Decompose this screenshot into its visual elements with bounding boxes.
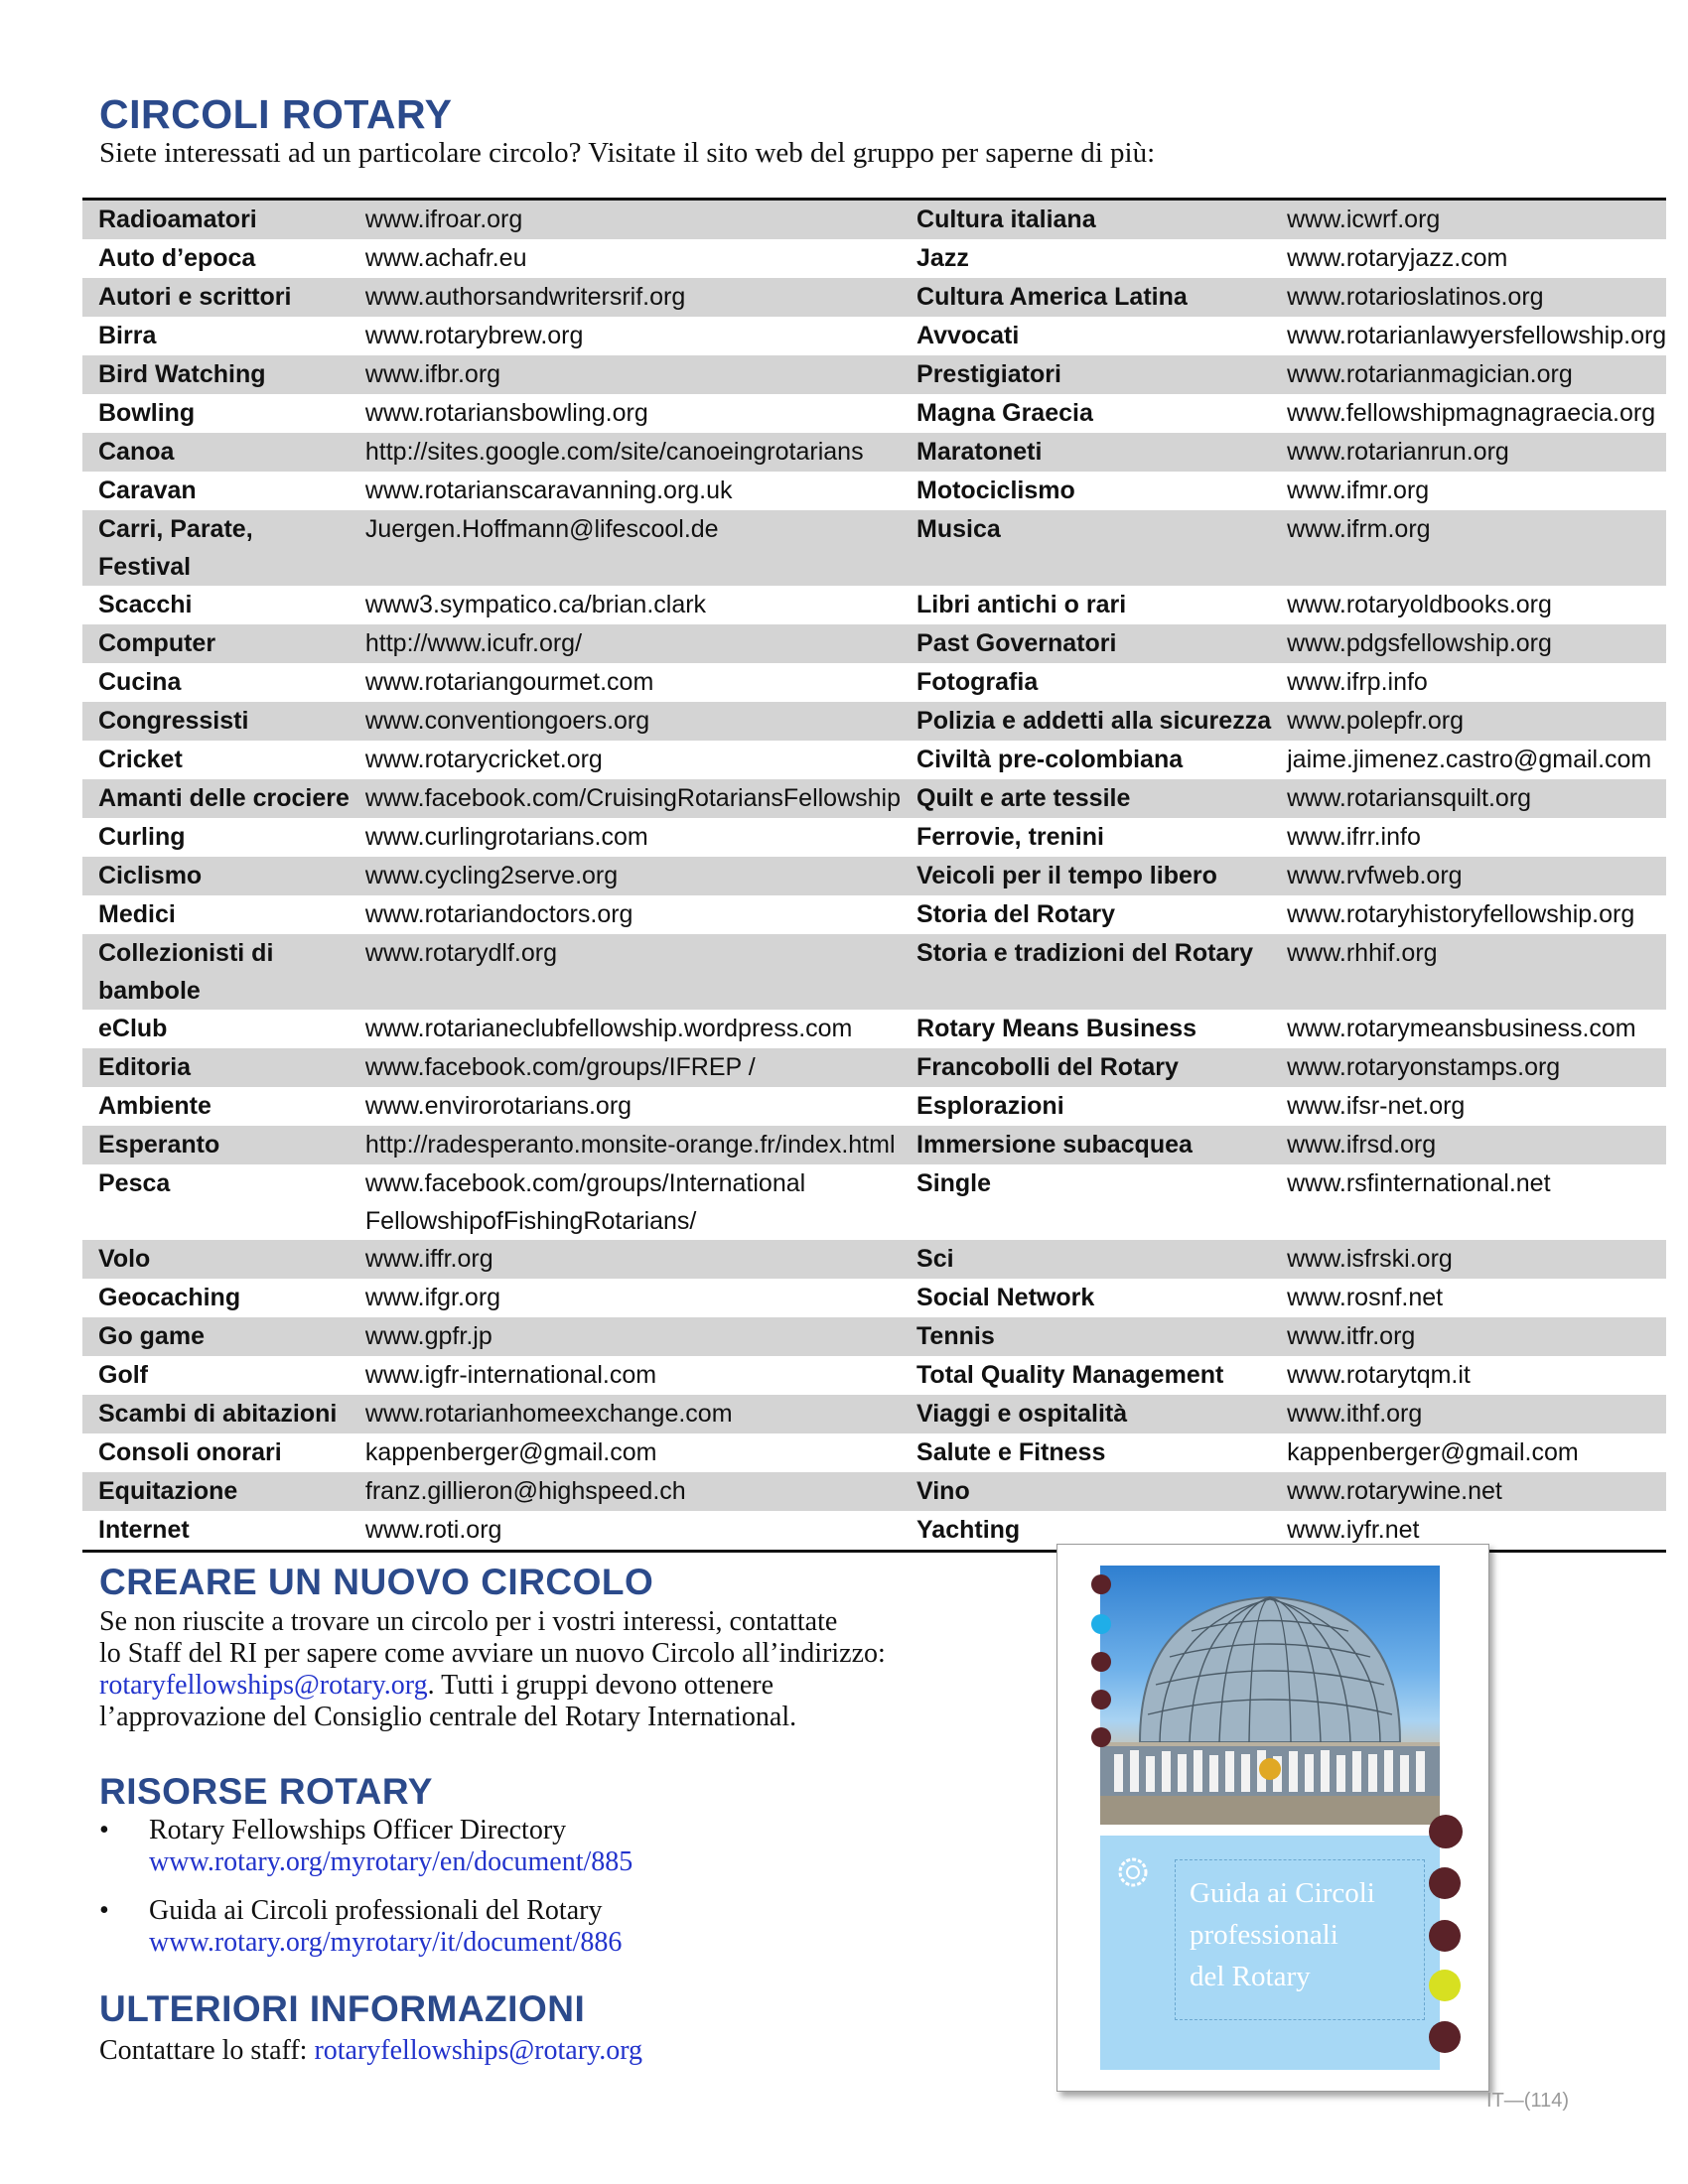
create-line-1: Se non riuscite a trovare un circolo per i vostri interessi, contattate	[99, 1606, 838, 1637]
resource-link[interactable]: www.rotary.org/myrotary/en/document/885	[149, 1846, 633, 1877]
create-paragraph	[99, 1606, 886, 1733]
fellowship-contact[interactable]: www.polepfr.org	[1271, 702, 1666, 741]
fellowship-name: Rotary Means Business	[916, 1015, 1197, 1042]
fellowship-name: Pesca	[98, 1169, 171, 1197]
fellowship-contact[interactable]: www.icwrf.org	[1271, 200, 1666, 240]
fellowship-name: Carri, Parate, Festival	[82, 510, 350, 586]
fellowship-name: Go game	[82, 1317, 350, 1356]
fellowship-contact[interactable]: www.ifbr.org	[350, 355, 901, 394]
fellowship-name: Esperanto	[82, 1126, 350, 1164]
fellowship-name: Consoli onorari	[98, 1438, 282, 1466]
fellowship-contact[interactable]: www.ifsr-net.org	[1287, 1092, 1466, 1120]
table-row	[82, 510, 1666, 586]
fellowship-name: Auto d’epoca	[98, 244, 256, 272]
fellowship-contact[interactable]: www.rotarycricket.org	[364, 746, 603, 773]
fellowship-contact[interactable]: www.gpfr.jp	[350, 1317, 901, 1356]
create-email-link[interactable]: rotaryfellowships@rotary.org	[99, 1670, 428, 1701]
resource-item	[99, 1815, 794, 1878]
decor-dot	[1091, 1574, 1111, 1594]
fellowship-name: Magna Graecia	[916, 399, 1093, 427]
fellowship-name: Caravan	[98, 477, 197, 504]
fellowship-contact[interactable]: www.achafr.eu	[364, 244, 527, 272]
table-row	[82, 1164, 1666, 1240]
fellowship-name: Cucina	[98, 668, 182, 696]
fellowship-name: Volo	[82, 1240, 350, 1279]
decor-dot	[1091, 1614, 1111, 1634]
table-row	[82, 1356, 1666, 1395]
fellowship-name: Libri antichi o rari	[916, 591, 1127, 618]
fellowship-contact[interactable]: www.authorsandwritersrif.org	[350, 278, 901, 317]
fellowship-name: Quilt e arte tessile	[901, 779, 1271, 818]
create-heading: CREARE UN NUOVO CIRCOLO	[99, 1562, 654, 1602]
fellowship-name: Cultura italiana	[901, 200, 1271, 240]
fellowship-contact[interactable]: www.ifroar.org	[350, 200, 901, 240]
fellowship-name: Salute e Fitness	[916, 1438, 1106, 1466]
fellowship-name: Storia e tradizioni del Rotary	[901, 934, 1271, 1010]
resource-item	[99, 1895, 794, 1959]
fellowship-contact[interactable]: www.igfr-international.com	[364, 1361, 657, 1389]
create-line-2: lo Staff del RI per sapere come avviare un nuovo Circolo all’indirizzo:	[99, 1638, 886, 1669]
table-row	[82, 624, 1666, 663]
fellowship-name: Total Quality Management	[916, 1361, 1224, 1389]
table-row	[82, 317, 1666, 355]
fellowship-contact[interactable]: www.rotarianmagician.org	[1271, 355, 1666, 394]
fellowship-name: Sci	[901, 1240, 1271, 1279]
cover-title-line: professionali	[1190, 1919, 1338, 1951]
fellowship-name: Birra	[98, 322, 157, 349]
fellowship-name: Autori e scrittori	[82, 278, 350, 317]
table-row	[82, 472, 1666, 510]
fellowship-contact[interactable]: Juergen.Hoffmann@lifescool.de	[350, 510, 901, 586]
fellowship-contact[interactable]: www.ifrr.info	[1287, 823, 1421, 851]
decor-dot	[1429, 2021, 1461, 2053]
fellowship-name: Curling	[98, 823, 186, 851]
fellowship-name: Esplorazioni	[916, 1092, 1064, 1120]
fellowship-contact[interactable]: www.rotarioslatinos.org	[1271, 278, 1666, 317]
fellowship-contact[interactable]: www.iyfr.net	[1287, 1516, 1420, 1544]
fellowship-contact[interactable]: www.rotarywine.net	[1271, 1472, 1666, 1511]
fellowship-contact[interactable]: www.facebook.com/CruisingRotariansFellowship	[350, 779, 901, 818]
table-row	[82, 1472, 1666, 1511]
fellowship-contact[interactable]: www.rotaryjazz.com	[1287, 244, 1508, 272]
fellowship-name: Equitazione	[82, 1472, 350, 1511]
fellowship-name: Jazz	[916, 244, 969, 272]
fellowship-name: Social Network	[916, 1284, 1095, 1311]
table-row	[82, 1240, 1666, 1279]
create-line-3: . Tutti i gruppi devono ottenere	[427, 1670, 774, 1701]
fellowship-contact[interactable]: www.rotaryhistoryfellowship.org	[1287, 900, 1635, 928]
fellowship-name: Single	[916, 1169, 992, 1197]
fellowship-contact[interactable]: www.rotarianhomeexchange.com	[350, 1395, 901, 1433]
fellowship-contact[interactable]: http://sites.google.com/site/canoeingrotarians	[350, 433, 901, 472]
table-row	[82, 934, 1666, 1010]
fellowship-contact[interactable]: www.rotarianlawyersfellowship.org	[1287, 322, 1667, 349]
fellowship-contact[interactable]: www.rotarydlf.org	[350, 934, 901, 1010]
fellowship-name: Scacchi	[98, 591, 193, 618]
fellowships-table	[82, 198, 1666, 1553]
fellowship-contact[interactable]: www.rotarybrew.org	[364, 322, 584, 349]
fellowship-name: Civiltà pre-colombiana	[916, 746, 1184, 773]
fellowship-contact[interactable]: www.rotariansbowling.org	[364, 399, 648, 427]
table-row	[82, 200, 1666, 240]
fellowship-name: Motociclismo	[916, 477, 1075, 504]
fellowship-contact[interactable]: www.rotarianrun.org	[1271, 433, 1666, 472]
fellowship-contact[interactable]: www.cycling2serve.org	[350, 857, 901, 895]
resources-heading: RISORSE ROTARY	[99, 1771, 433, 1812]
fellowship-contact[interactable]: www.pdgsfellowship.org	[1271, 624, 1666, 663]
table-row	[82, 1317, 1666, 1356]
fellowship-name: Vino	[901, 1472, 1271, 1511]
fellowship-name: Francobolli del Rotary	[901, 1048, 1271, 1087]
fellowship-contact[interactable]: www.rotarianscaravanning.org.uk	[364, 477, 733, 504]
info-paragraph	[99, 2035, 642, 2067]
table-row	[82, 433, 1666, 472]
decor-dot	[1429, 1815, 1463, 1848]
fellowship-contact[interactable]: www.envirorotarians.org	[364, 1092, 633, 1120]
table-row	[82, 278, 1666, 317]
fellowship-contact[interactable]: www.ifrm.org	[1271, 510, 1666, 586]
fellowship-name: Congressisti	[82, 702, 350, 741]
fellowship-contact[interactable]: www.rotarytqm.it	[1287, 1361, 1471, 1389]
fellowship-name: Collezionisti di bambole	[82, 934, 350, 1010]
fellowship-name: Ambiente	[98, 1092, 211, 1120]
fellowship-name: Bowling	[98, 399, 196, 427]
fellowship-name: Viaggi e ospitalità	[901, 1395, 1271, 1433]
fellowship-name: Internet	[98, 1516, 190, 1544]
bullet: •	[99, 1815, 109, 1845]
intro-text: Siete interessati ad un particolare circolo? Visitate il sito web del gruppo per saperne di più:	[99, 137, 1156, 169]
fellowship-contact[interactable]: www.rotarianeclubfellowship.wordpress.com	[364, 1015, 853, 1042]
fellowship-name: Storia del Rotary	[916, 900, 1116, 928]
fellowship-contact[interactable]: www.ifgr.org	[364, 1284, 501, 1311]
fellowship-contact[interactable]: www.curlingrotarians.com	[364, 823, 648, 851]
table-row	[82, 895, 1666, 934]
fellowship-contact[interactable]: jaime.jimenez.castro@gmail.com	[1287, 746, 1652, 773]
fellowship-contact[interactable]: www.roti.org	[364, 1516, 502, 1544]
fellowship-name: Past Governatori	[901, 624, 1271, 663]
decor-dot	[1091, 1652, 1111, 1672]
table-row	[82, 1087, 1666, 1126]
fellowship-contact[interactable]: www.ifrp.info	[1287, 668, 1428, 696]
fellowship-contact[interactable]: www.ifmr.org	[1287, 477, 1430, 504]
fellowship-name: Editoria	[82, 1048, 350, 1087]
table-row	[82, 1010, 1666, 1048]
fellowship-contact[interactable]: www.rotariandoctors.org	[364, 900, 633, 928]
dome-illustration	[1100, 1566, 1440, 1825]
fellowship-name: eClub	[98, 1015, 168, 1042]
decor-dot	[1429, 1920, 1461, 1952]
fellowship-name: Fotografia	[916, 668, 1039, 696]
table-row	[82, 1126, 1666, 1164]
fellowship-name: Avvocati	[916, 322, 1020, 349]
fellowship-contact[interactable]: www.rotaryoldbooks.org	[1287, 591, 1552, 618]
fellowship-contact[interactable]: www.rotariansquilt.org	[1271, 779, 1666, 818]
fellowship-contact[interactable]: www.isfrski.org	[1271, 1240, 1666, 1279]
fellowship-contact[interactable]: www.conventiongoers.org	[350, 702, 901, 741]
info-email-link[interactable]: rotaryfellowships@rotary.org	[314, 2035, 643, 2066]
table-row	[82, 239, 1666, 278]
fellowship-contact[interactable]: franz.gillieron@highspeed.ch	[350, 1472, 901, 1511]
fellowship-contact[interactable]: www.rotariangourmet.com	[364, 668, 654, 696]
resource-link[interactable]: www.rotary.org/myrotary/it/document/886	[149, 1927, 623, 1958]
fellowship-name: Prestigiatori	[901, 355, 1271, 394]
fellowship-contact[interactable]: http://www.icufr.org/	[350, 624, 901, 663]
rotary-wheel-icon	[1116, 1855, 1150, 1889]
info-label: Contattare lo staff:	[99, 2035, 315, 2066]
fellowship-contact[interactable]: www.itfr.org	[1271, 1317, 1666, 1356]
fellowship-name: Yachting	[916, 1516, 1021, 1544]
fellowship-contact[interactable]: www.ifrsd.org	[1271, 1126, 1666, 1164]
page-number: IT—(114)	[1486, 2090, 1569, 2112]
fellowship-name: Maratoneti	[901, 433, 1271, 472]
fellowship-name: Computer	[82, 624, 350, 663]
fellowship-name: Canoa	[82, 433, 350, 472]
fellowship-name: Tennis	[901, 1317, 1271, 1356]
create-line-4: l’approvazione del Consiglio centrale del Rotary International.	[99, 1702, 797, 1732]
fellowship-contact[interactable]: www.rsfinternational.net	[1287, 1169, 1551, 1197]
fellowship-name: Bird Watching	[82, 355, 350, 394]
fellowship-contact[interactable]: www.facebook.com/groups/International FellowshipofFishingRotarians/	[364, 1169, 806, 1235]
bullet: •	[99, 1895, 109, 1926]
fellowship-name: Medici	[98, 900, 176, 928]
resource-title: Rotary Fellowships Officer Directory	[149, 1815, 567, 1845]
table-row	[82, 741, 1666, 779]
cover-title-line: del Rotary	[1190, 1961, 1311, 1992]
fellowship-name: Ferrovie, trenini	[916, 823, 1104, 851]
table-row	[82, 1279, 1666, 1317]
fellowship-contact[interactable]: www.ithf.org	[1271, 1395, 1666, 1433]
info-heading: ULTERIORI INFORMAZIONI	[99, 1988, 586, 2029]
fellowship-contact[interactable]: www.rotaryonstamps.org	[1271, 1048, 1666, 1087]
decor-dot	[1091, 1690, 1111, 1709]
fellowship-contact[interactable]: www.rhhif.org	[1271, 934, 1666, 1010]
fellowship-contact[interactable]: www.rosnf.net	[1287, 1284, 1444, 1311]
fellowship-contact[interactable]: www.iffr.org	[350, 1240, 901, 1279]
table-row	[82, 702, 1666, 741]
guide-cover-image	[1056, 1544, 1489, 2092]
fellowship-contact[interactable]: kappenberger@gmail.com	[364, 1438, 657, 1466]
fellowship-name: Radioamatori	[82, 200, 350, 240]
fellowship-contact[interactable]: kappenberger@gmail.com	[1287, 1438, 1579, 1466]
decor-dot	[1091, 1727, 1111, 1747]
fellowship-contact[interactable]: www3.sympatico.ca/brian.clark	[364, 591, 707, 618]
fellowship-name: Geocaching	[98, 1284, 241, 1311]
decor-dot	[1429, 1970, 1461, 2001]
fellowship-name: Amanti delle crociere	[82, 779, 350, 818]
fellowship-name: Immersione subacquea	[901, 1126, 1271, 1164]
fellowship-name: Ciclismo	[82, 857, 350, 895]
table-row	[82, 779, 1666, 818]
fellowship-name: Musica	[901, 510, 1271, 586]
cover-blue-panel	[1100, 1836, 1440, 2070]
table-row	[82, 394, 1666, 433]
table-row	[82, 818, 1666, 857]
resource-title: Guida ai Circoli professionali del Rotary	[149, 1895, 603, 1926]
page-title: CIRCOLI ROTARY	[99, 91, 453, 137]
fellowship-name: Polizia e addetti alla sicurezza	[901, 702, 1271, 741]
table-row	[82, 663, 1666, 702]
fellowship-name: Veicoli per il tempo libero	[901, 857, 1271, 895]
table-row	[82, 586, 1666, 624]
table-row	[82, 1395, 1666, 1433]
table-row	[82, 1048, 1666, 1087]
table-row	[82, 355, 1666, 394]
fellowship-contact[interactable]: www.facebook.com/groups/IFREP /	[350, 1048, 901, 1087]
fellowship-name: Cricket	[98, 746, 183, 773]
fellowship-contact[interactable]: www.fellowshipmagnagraecia.org	[1287, 399, 1656, 427]
fellowship-contact[interactable]: www.rotarymeansbusiness.com	[1287, 1015, 1636, 1042]
fellowship-contact[interactable]: http://radesperanto.monsite-orange.fr/index.html	[350, 1126, 901, 1164]
fellowship-name: Scambi di abitazioni	[82, 1395, 350, 1433]
cover-photo	[1100, 1566, 1440, 1825]
fellowship-name: Golf	[98, 1361, 148, 1389]
decor-dot	[1429, 1867, 1461, 1899]
cover-title	[1175, 1859, 1425, 2020]
fellowship-name: Cultura America Latina	[901, 278, 1271, 317]
table-row	[82, 857, 1666, 895]
cover-title-line: Guida ai Circoli	[1190, 1877, 1375, 1909]
table-row	[82, 1433, 1666, 1472]
fellowship-contact[interactable]: www.rvfweb.org	[1271, 857, 1666, 895]
